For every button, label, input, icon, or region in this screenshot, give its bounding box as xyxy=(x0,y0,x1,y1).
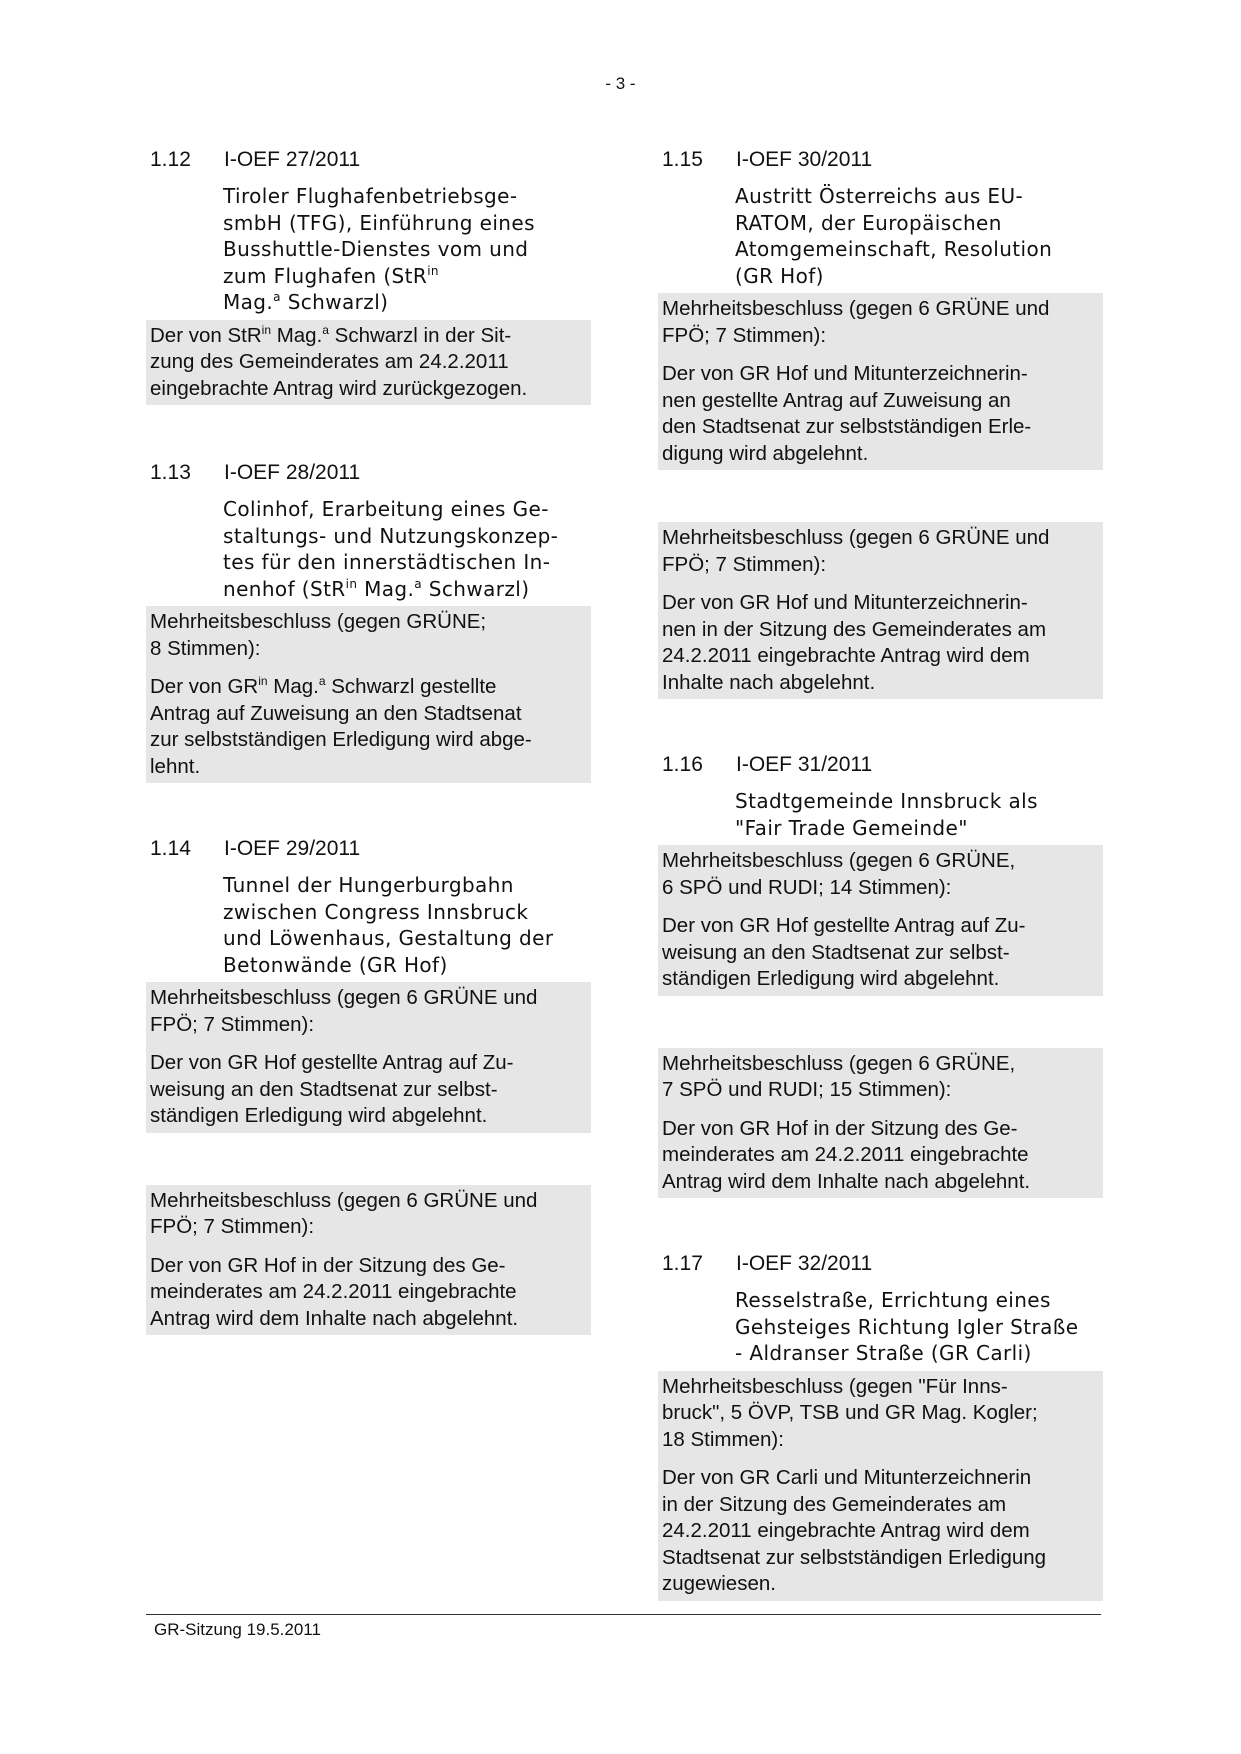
item-heading xyxy=(146,459,591,486)
item-number: 1.17 xyxy=(662,1252,703,1275)
decision-block xyxy=(658,1048,1103,1199)
vote-result: Mehrheitsbeschluss (gegen "Für Inns- bruck", 5 ÖVP, TSB und GR Mag. Kogler; 18 Stimmen): xyxy=(662,1374,1038,1451)
decision-text: Der von GR Carli und Mitunterzeichnerin in der Sitzung des Gemeinderates am 24.2.2011 eingebrachte Antrag wird dem Stadtsenat zur selbstständigen Erledigung zugewiesen. xyxy=(662,1466,1047,1595)
agenda-item xyxy=(146,146,591,405)
item-heading xyxy=(658,146,1103,173)
decision-block xyxy=(146,606,591,783)
agenda-item xyxy=(658,1250,1103,1601)
vote-result: Mehrheitsbeschluss (gegen 6 GRÜNE und FPÖ; 7 Stimmen): xyxy=(662,526,1050,576)
vote-result: Mehrheitsbeschluss (gegen 6 GRÜNE und FPÖ; 7 Stimmen): xyxy=(150,986,538,1036)
footer-divider xyxy=(146,1614,1101,1615)
item-code: I-OEF 31/2011 xyxy=(736,753,873,776)
item-title: Austritt Österreichs aus EU- RATOM, der Europäischen Atomgemeinschaft, Resolution (GR Hof) xyxy=(735,184,1053,288)
decision-block xyxy=(658,522,1103,699)
decision-text: Der von GR Hof gestellte Antrag auf Zu- weisung an den Stadtsenat zur selbst- ständigen Erledigung wird abgelehnt. xyxy=(150,1051,514,1127)
item-number: 1.12 xyxy=(150,148,191,171)
item-title: Colinhof, Erarbeitung eines Ge- staltungs- und Nutzungskonzep- tes für den innerstädtischen In- nenhof (StR$^{in}$ Mag.$^a$ Schwarzl) xyxy=(223,497,559,601)
agenda-item xyxy=(146,459,591,783)
agenda-item xyxy=(658,146,1103,699)
page-number: - 3 - xyxy=(605,74,636,93)
item-number: 1.14 xyxy=(150,837,191,860)
item-title: Stadtgemeinde Innsbruck als "Fair Trade Gemeinde" xyxy=(735,789,1038,840)
item-number: 1.16 xyxy=(662,753,703,776)
decision-block xyxy=(658,293,1103,470)
item-code: I-OEF 29/2011 xyxy=(224,837,361,860)
decision-text: Der von GR Hof und Mitunterzeichnerin- nen in der Sitzung des Gemeinderates am 24.2.2011 eingebrachte Antrag wird dem Inhalte nach abgelehnt. xyxy=(662,591,1047,694)
item-heading xyxy=(658,1250,1103,1277)
left-column xyxy=(146,146,591,1387)
item-number: 1.15 xyxy=(662,148,703,171)
item-title: Resselstraße, Errichtung eines Gehsteiges Richtung Igler Straße - Aldranser Straße (GR Carli) xyxy=(735,1288,1079,1365)
item-code: I-OEF 32/2011 xyxy=(736,1252,873,1275)
decision-text: Der von StR$^{in}$ Mag.$^a$ Schwarzl in der Sit- zung des Gemeinderates am 24.2.2011 eingebrachte Antrag wird zurückgezogen. xyxy=(150,322,528,400)
item-heading xyxy=(658,751,1103,778)
agenda-item xyxy=(658,751,1103,1198)
decision-text: Der von GR Hof gestellte Antrag auf Zu- weisung an den Stadtsenat zur selbst- ständigen Erledigung wird abgelehnt. xyxy=(662,914,1026,990)
item-title: Tiroler Flughafenbetriebsge- smbH (TFG), Einführung eines Busshuttle-Dienstes vom und zum Flughafen (StR$^{in}$ Mag.$^a$ Schwarzl) xyxy=(223,184,535,314)
decision-block xyxy=(146,1185,591,1336)
item-heading xyxy=(146,146,591,173)
item-code: I-OEF 27/2011 xyxy=(224,148,361,171)
decision-text: Der von GR Hof in der Sitzung des Ge- meinderates am 24.2.2011 eingebrachte Antrag wird dem Inhalte nach abgelehnt. xyxy=(150,1253,519,1330)
right-column xyxy=(658,146,1103,1601)
vote-result: Mehrheitsbeschluss (gegen GRÜNE; 8 Stimmen): xyxy=(150,610,487,660)
item-code: I-OEF 28/2011 xyxy=(224,461,361,484)
vote-result: Mehrheitsbeschluss (gegen 6 GRÜNE und FPÖ; 7 Stimmen): xyxy=(662,297,1050,347)
decision-text: Der von $GR^{in}$ Mag.$^a$ Schwarzl gestellte Antrag auf Zuweisung an den Stadtsenat zur selbstständigen Erledigung wird abge- lehnt. xyxy=(150,674,532,778)
decision-block xyxy=(146,982,591,1133)
vote-result: Mehrheitsbeschluss (gegen 6 GRÜNE, 6 SPÖ und RUDI; 14 Stimmen): xyxy=(662,849,1016,899)
footer-session-date: GR-Sitzung 19.5.2011 xyxy=(154,1620,321,1639)
agenda-item xyxy=(146,835,591,1335)
vote-result: Mehrheitsbeschluss (gegen 6 GRÜNE, 7 SPÖ und RUDI; 15 Stimmen): xyxy=(662,1051,1016,1101)
decision-text: Der von GR Hof in der Sitzung des Ge- meinderates am 24.2.2011 eingebrachte Antrag wird dem Inhalte nach abgelehnt. xyxy=(662,1116,1031,1193)
decision-block xyxy=(658,845,1103,996)
decision-block xyxy=(146,320,591,406)
item-heading xyxy=(146,835,591,862)
vote-result: Mehrheitsbeschluss (gegen 6 GRÜNE und FPÖ; 7 Stimmen): xyxy=(150,1188,538,1238)
item-title: Tunnel der Hungerburgbahn zwischen Congress Innsbruck und Löwenhaus, Gestaltung der Betonwände (GR Hof) xyxy=(223,873,554,977)
item-number: 1.13 xyxy=(150,461,191,484)
decision-block xyxy=(658,1371,1103,1601)
item-code: I-OEF 30/2011 xyxy=(736,148,873,171)
decision-text: Der von GR Hof und Mitunterzeichnerin- nen gestellte Antrag auf Zuweisung an den Stadtsenat zur selbstständigen Erle- digung wird abgelehnt. xyxy=(662,362,1032,465)
